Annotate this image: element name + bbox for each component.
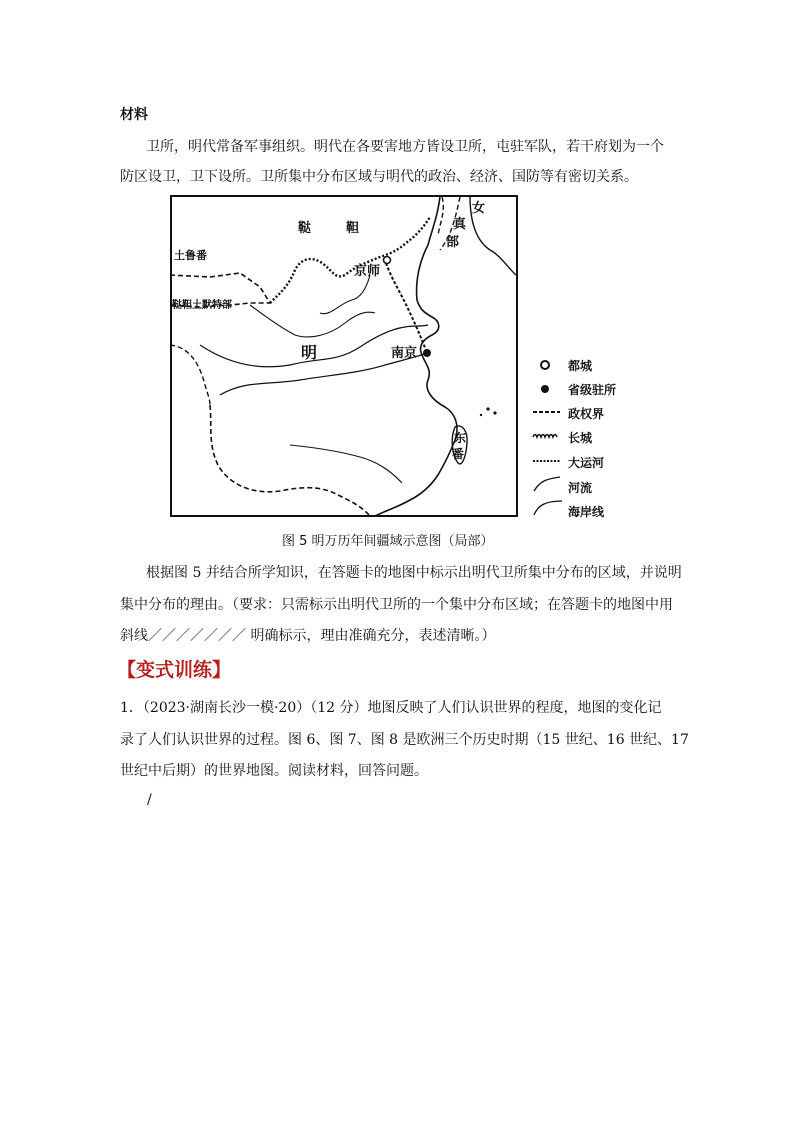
section-title: 【变式训练】	[117, 659, 232, 681]
nanjing-seat-marker	[423, 349, 431, 357]
legend-label-river: 河流	[568, 481, 593, 495]
paragraph-line-2: 防区设卫，卫下设所。卫所集中分布区域与明代的政治、经济、国防等有密切关系。	[120, 169, 638, 185]
map-label-jingshi: 京师	[354, 264, 381, 279]
exercise-line-3: 世纪中后期）的世界地图。阅读材料，回答问题。	[120, 763, 428, 779]
legend-label-canal: 大运河	[568, 456, 605, 470]
legend-river-symbol	[534, 477, 560, 491]
map-label-tatar-1: 鞑	[298, 221, 312, 236]
question-line-2: 集中分布的理由。（要求：只需标示出明代卫所的一个集中分布区域；在答题卡的地图中用	[120, 597, 673, 613]
map-legend	[533, 361, 562, 515]
map-label-taiwan-2: 番	[452, 447, 465, 461]
exercise-line-1: 1．（2023·湖南长沙一模·20）（12 分）地图反映了人们认识世界的程度，地图的变化记	[120, 700, 662, 716]
map-label-jurchen-1: 女	[472, 201, 486, 216]
legend-label-boundary: 政权界	[568, 407, 605, 421]
material-label: 材料	[120, 107, 148, 123]
map-label-tumd: 鞑靼土默特部	[172, 300, 232, 311]
legend-label-coast: 海岸线	[568, 505, 605, 519]
legend-label-wall: 长城	[568, 431, 593, 445]
figure-caption: 图 5 明万历年间疆域示意图（局部）	[282, 534, 494, 549]
legend-coast-symbol	[534, 501, 562, 515]
stray-mark: /	[147, 792, 152, 808]
question-line-3: 斜线／／／／／／／ 明确标示，理由准确充分，表述清晰。）	[120, 628, 496, 644]
map-label-ming: 明	[301, 343, 318, 362]
map-label-taiwan-1: 东	[454, 431, 467, 445]
question-line-1: 根据图 5 并结合所学知识，在答题卡的地图中标示出明代卫所集中分布的区域，并说明	[146, 565, 682, 581]
legend-seat-symbol	[541, 385, 549, 393]
map-label-jurchen-2: 真	[453, 217, 467, 232]
legend-capital-symbol	[541, 361, 549, 369]
legend-label-seat: 省级驻所	[568, 383, 617, 397]
map-label-nanjing: 南京	[391, 346, 418, 361]
legend-wall-symbol	[533, 435, 557, 438]
legend-label-capital: 都城	[568, 359, 593, 373]
map-border	[171, 196, 517, 516]
ming-territory-map	[170, 195, 620, 517]
map-label-jurchen-3: 部	[446, 235, 460, 250]
map-label-tulufan: 土鲁番	[174, 249, 207, 262]
map-label-tatar-2: 靼	[346, 221, 360, 236]
jingshi-capital-marker	[384, 257, 391, 264]
exercise-line-2: 录了人们认识世界的过程。图 6、图 7、图 8 是欧洲三个历史时期（15 世纪、16 世纪、17	[120, 732, 689, 748]
paragraph-line-1: 卫所，明代常备军事组织。明代在各要害地方皆设卫所，屯驻军队，若干府划为一个	[146, 139, 664, 155]
